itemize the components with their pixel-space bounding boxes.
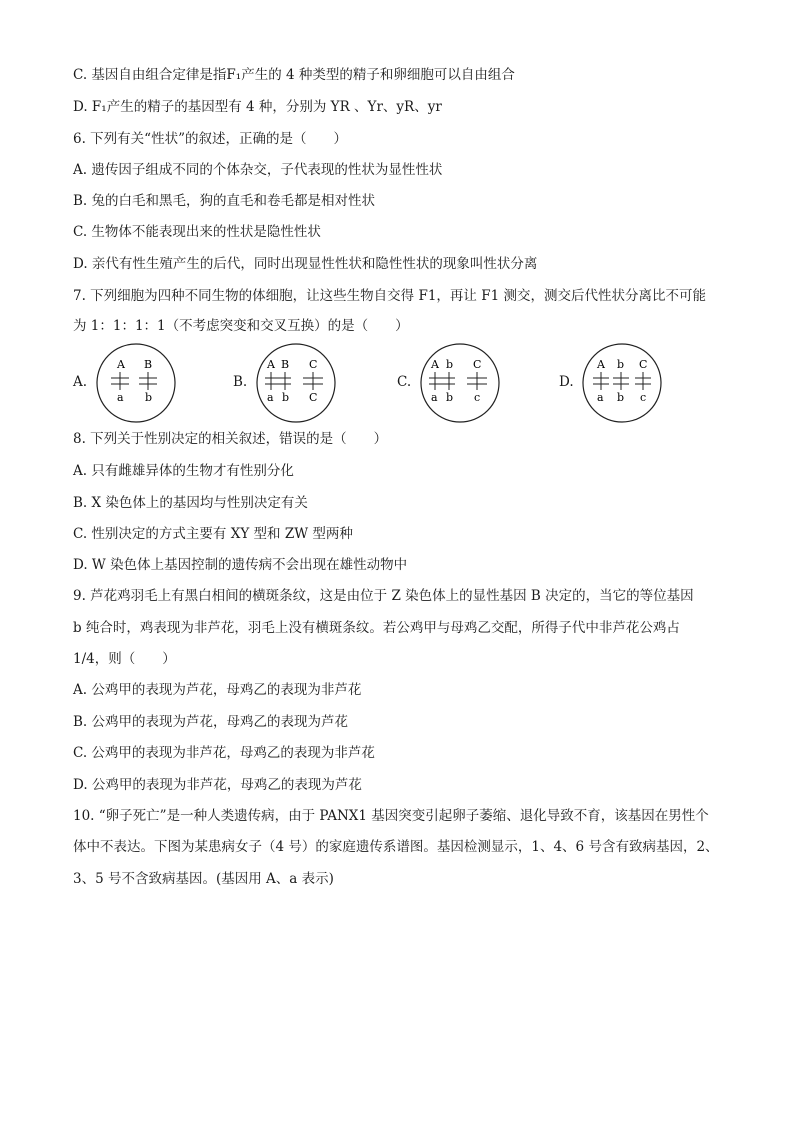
cell-option-a-label: A. bbox=[73, 374, 88, 390]
q7-stem-line2: 为 1：1：1：1（不考虑突变和交叉互换）的是（ ） bbox=[73, 318, 409, 334]
cell-option-b bbox=[233, 340, 393, 430]
q6-stem: 6. 下列有关“性状”的叙述，正确的是（ ） bbox=[73, 131, 347, 147]
gene-label: B bbox=[144, 358, 153, 371]
gene-label: a bbox=[431, 391, 438, 404]
cell-diagram-d bbox=[581, 342, 663, 424]
q6-option-b: B. 兔的白毛和黑毛，狗的直毛和卷毛都是相对性状 bbox=[73, 193, 376, 209]
gene-label: b bbox=[446, 358, 454, 371]
gene-label: b bbox=[617, 358, 625, 371]
q9-option-d: D. 公鸡甲的表现为非芦花，母鸡乙的表现为芦花 bbox=[73, 777, 362, 793]
cell-option-b-label: B. bbox=[233, 374, 248, 390]
q8-option-b: B. X 染色体上的基因均与性别决定有关 bbox=[73, 495, 308, 511]
q5-option-d: D. F₁产生的精子的基因型有 4 种，分别为 YR 、Yr、yR、yr bbox=[73, 99, 442, 115]
gene-label: A bbox=[267, 358, 275, 371]
q9-stem-line3: 1/4，则（ ） bbox=[73, 651, 176, 667]
gene-label: C bbox=[309, 391, 318, 404]
q6-option-d: D. 亲代有性生殖产生的后代，同时出现显性性状和隐性性状的现象叫性状分离 bbox=[73, 256, 538, 272]
q8-option-c: C. 性别决定的方式主要有 XY 型和 ZW 型两种 bbox=[73, 526, 353, 542]
cell-diagram-b bbox=[255, 342, 337, 424]
gene-label: b bbox=[145, 391, 153, 404]
q7-cell-options bbox=[73, 340, 733, 430]
gene-label: c bbox=[640, 391, 647, 404]
q10-stem-line2: 体中不表达。下图为某患病女子（4 号）的家庭遗传系谱图。基因检测显示，1、4、6 号含有致病基因，2、 bbox=[73, 839, 719, 855]
q10-stem-line1: 10. “卵子死亡”是一种人类遗传病，由于 PANX1 基因突变引起卵子萎缩、退化导致不育，该基因在男性个 bbox=[73, 808, 709, 824]
q8-option-d: D. W 染色体上基因控制的遗传病不会出现在雄性动物中 bbox=[73, 557, 408, 573]
cell-option-c-label: C. bbox=[397, 374, 412, 390]
q6-option-c: C. 生物体不能表现出来的性状是隐性性状 bbox=[73, 224, 321, 240]
q8-option-a: A. 只有雌雄异体的生物才有性别分化 bbox=[73, 463, 294, 479]
q5-option-c: C. 基因自由组合定律是指F₁产生的 4 种类型的精子和卵细胞可以自由组合 bbox=[73, 67, 515, 83]
q9-option-b: B. 公鸡甲的表现为芦花，母鸡乙的表现为芦花 bbox=[73, 714, 349, 730]
q7-stem-line1: 7. 下列细胞为四种不同生物的体细胞，让这些生物自交得 F1，再让 F1 测交，测交后代性状分离比不可能 bbox=[73, 288, 706, 304]
q9-stem-line1: 9. 芦花鸡羽毛上有黑白相间的横斑条纹，这是由位于 Z 染色体上的显性基因 B 决定的，当它的等位基因 bbox=[73, 588, 694, 604]
gene-label: b bbox=[446, 391, 454, 404]
gene-label: a bbox=[117, 391, 124, 404]
q8-stem: 8. 下列关于性别决定的相关叙述，错误的是（ ） bbox=[73, 431, 388, 447]
gene-label: b bbox=[617, 391, 625, 404]
gene-label: B bbox=[281, 358, 290, 371]
gene-label: C bbox=[309, 358, 318, 371]
gene-label: a bbox=[597, 391, 604, 404]
cell-option-a bbox=[73, 340, 233, 430]
gene-label: C bbox=[639, 358, 648, 371]
cell-option-c bbox=[397, 340, 557, 430]
gene-label: A bbox=[431, 358, 439, 371]
gene-label: A bbox=[117, 358, 125, 371]
gene-label: b bbox=[282, 391, 290, 404]
gene-label: c bbox=[474, 391, 481, 404]
q9-option-a: A. 公鸡甲的表现为芦花，母鸡乙的表现为非芦花 bbox=[73, 682, 362, 698]
cell-option-d-label: D. bbox=[559, 374, 574, 390]
cell-diagram-c bbox=[419, 342, 501, 424]
cell-option-d bbox=[559, 340, 719, 430]
gene-label: C bbox=[473, 358, 482, 371]
q9-stem-line2: b 纯合时，鸡表现为非芦花，羽毛上没有横斑条纹。若公鸡甲与母鸡乙交配，所得子代中非芦花公鸡占 bbox=[73, 620, 680, 636]
gene-label: A bbox=[597, 358, 605, 371]
q6-option-a: A. 遗传因子组成不同的个体杂交，子代表现的性状为显性性状 bbox=[73, 162, 443, 178]
gene-label: a bbox=[267, 391, 274, 404]
q10-stem-line3: 3、5 号不含致病基因。(基因用 A、a 表示) bbox=[73, 871, 334, 887]
cell-diagram-a bbox=[95, 342, 177, 424]
q9-option-c: C. 公鸡甲的表现为非芦花，母鸡乙的表现为非芦花 bbox=[73, 745, 375, 761]
